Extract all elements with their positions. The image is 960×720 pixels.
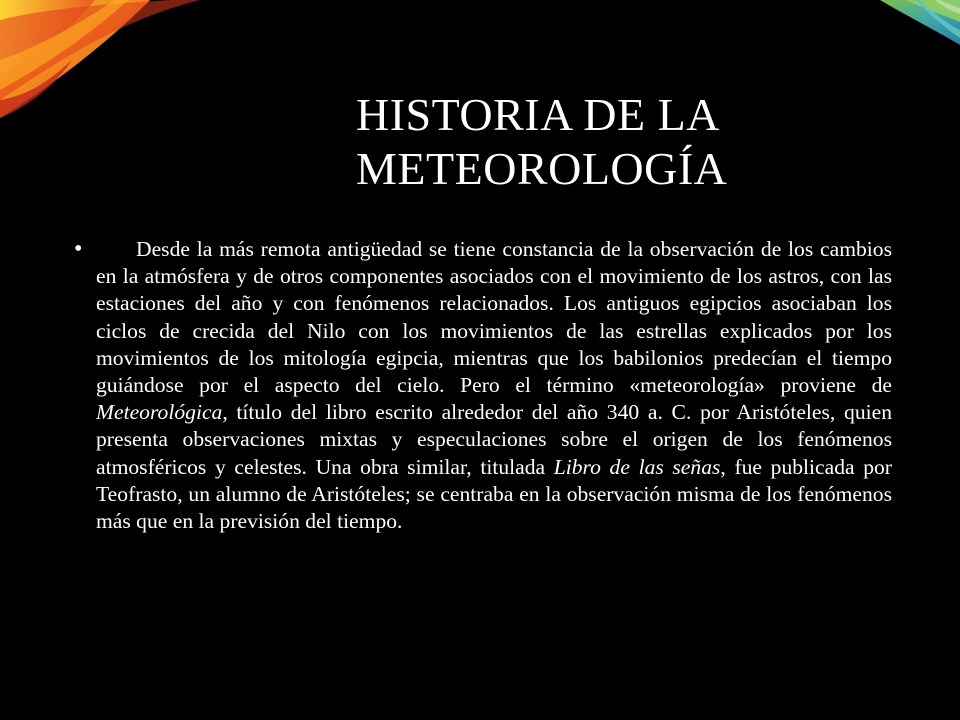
book-title-libro-de-las-senas: Libro de las señas [553, 454, 721, 479]
top-right-ribbon [880, 0, 960, 45]
top-left-ribbon [0, 0, 200, 118]
paragraph-part-3: , fue publicada por Teofrasto, un alumno de Aristóteles; se centraba en la observación misma de los fenómenos más que en la previsión del tiempo. [96, 454, 893, 534]
slide-content [74, 236, 892, 535]
bullet-list-item [74, 236, 892, 535]
paragraph-text [96, 236, 892, 535]
bullet-icon: • [74, 236, 83, 262]
paragraph-part-2: , título del libro escrito alrededor del año 340 a. C. por Aristóteles, quien presenta observaciones mixtas y especulaciones sobre el origen de los fenómenos atmosféricos y celestes. Una obra similar, titulada [96, 400, 892, 479]
slide-title-line-1: HISTORIA DE LA [356, 89, 720, 140]
slide-title-line-2: METEOROLOGÍA [356, 143, 728, 194]
paragraph-part-1: Desde la más remota antigüedad se tiene constancia de la observación de los cambios en la atmósfera y de otros componentes asociados con el movimiento de los astros, con las estaciones del año y con fenómenos relacionados. Los antiguos egipcios asociaban los ciclos de crecida del Nilo con los movimientos de las estrellas explicados por los movimientos de los mitología egipcia, mientras que los babilonios predecían el tiempo guiándose por el aspecto del cielo. Pero el término «meteorología» proviene de [96, 237, 892, 398]
book-title-meteorologica: Meteorológica [96, 400, 223, 425]
slide-title [356, 88, 936, 196]
